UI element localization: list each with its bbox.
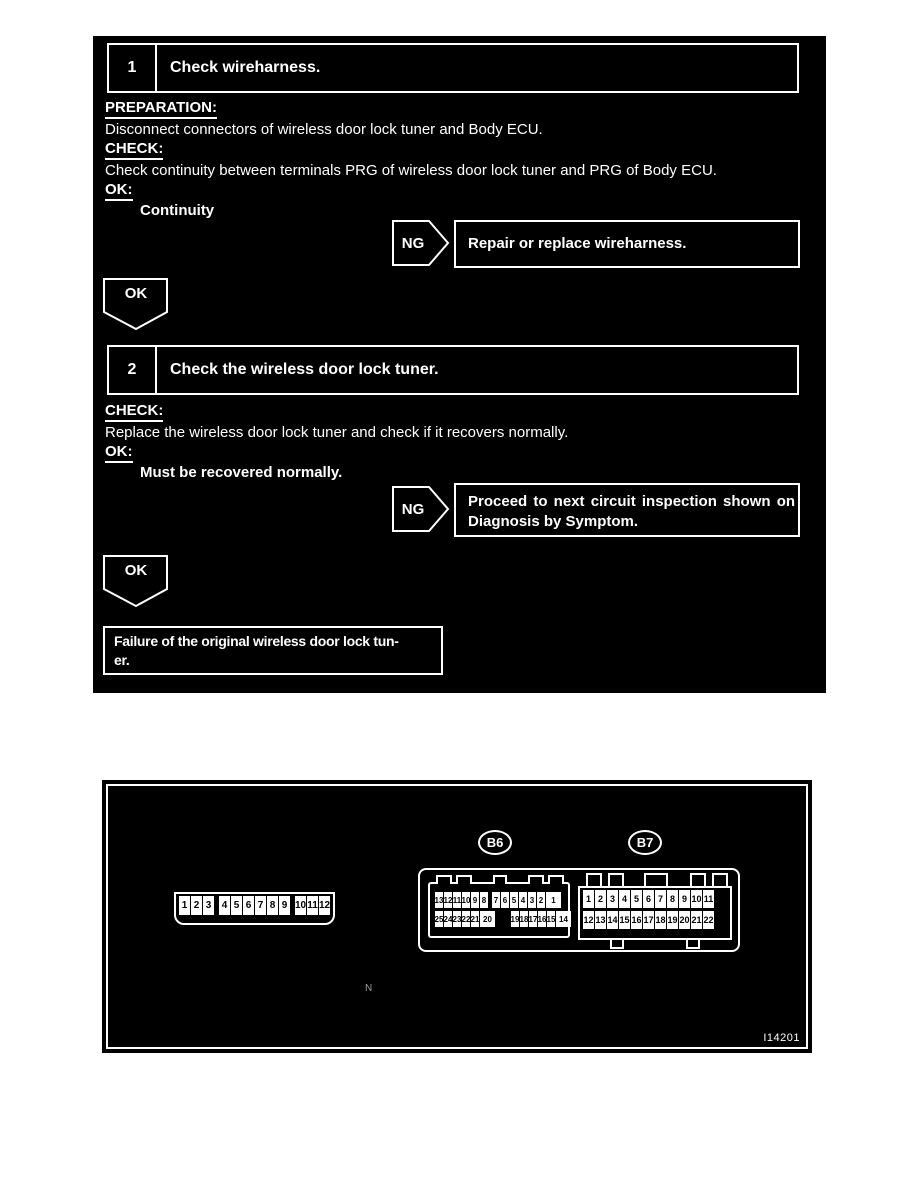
step1-ng-action-text: Repair or replace wireharness. [468,235,687,252]
pin-cell: 11 [307,896,318,915]
step1-ok-text: Continuity [140,202,215,219]
pin-cell: 14 [556,911,571,927]
b7-tab [608,873,624,886]
pin-cell: 6 [643,890,654,908]
connector-b7 [578,886,732,940]
pin-cell: 18 [520,911,528,927]
step1-ok-label: OK: [105,181,133,201]
b7-bottom-tab [610,940,624,949]
pin-cell: 3 [203,896,214,915]
b6-tab [548,875,564,884]
pin-cell: 12 [444,892,452,908]
pin-cell: 2 [595,890,606,908]
b7-tab [712,873,728,886]
pin-cell: 1 [179,896,190,915]
b6-tab [493,875,507,884]
step2-ng-action-box [454,483,800,537]
b7-top-row [583,890,714,908]
flowchart-panel [93,36,826,693]
tuner-connector [174,892,335,925]
step1-check-label: CHECK: [105,140,163,160]
step2-ng-action-line2: Diagnosis by Symptom. [468,513,639,530]
pin-cell: 13 [435,892,443,908]
pin-cell: 11 [703,890,714,908]
connector-diagram-panel [102,780,812,1053]
pin-cell: 13 [595,911,606,929]
pin-group-3 [295,896,330,915]
step1-check-text: Check continuity between terminals PRG of wireless door lock tuner and PRG of Body ECU. [105,162,717,179]
pin-cell: 22 [462,911,470,927]
pin-cell: 4 [619,890,630,908]
pin-cell: 12 [583,911,594,929]
step2-title: Check the wireless door lock tuner. [170,361,439,378]
pin-cell: 9 [471,892,479,908]
step1-title: Check wireharness. [170,59,321,76]
pin-cell: 11 [453,892,461,908]
pin-cell: 19 [667,911,678,929]
step1-number: 1 [109,45,157,91]
pin-cell: 6 [501,892,509,908]
step2-ng-arrow [392,486,450,532]
pin-cell: 9 [679,890,690,908]
step2-ok-label: OK: [105,443,133,463]
pin-cell: 2 [537,892,545,908]
pin-cell: 5 [510,892,518,908]
b6-tab [528,875,544,884]
b6-top-row [435,892,571,908]
pin-cell: 4 [519,892,527,908]
pin-cell: 7 [492,892,500,908]
result-box [103,626,443,675]
pin-cell: 9 [279,896,290,915]
pin-cell: 4 [219,896,230,915]
step2-ok-arrow [103,555,169,608]
pin-cell: 2 [191,896,202,915]
pin-group-1 [179,896,214,915]
b7-bottom-tab [686,940,700,949]
pin-cell: 1 [583,890,594,908]
b6-bottom-row [435,911,571,927]
pin-cell: 18 [655,911,666,929]
pin-cell: 24 [444,911,452,927]
step1-ok-arrow [103,278,169,331]
step2-ok-arrow-label: OK [124,562,148,579]
pin-cell: 15 [547,911,555,927]
pin-cell: 7 [655,890,666,908]
pin-cell: 25 [435,911,443,927]
connector-b6-label: B6 [478,830,512,855]
step2-ng-label: NG [401,500,425,518]
result-line2: er. [114,652,130,668]
step2-ng-action-line1: Proceed to next circuit inspection shown on [468,493,796,510]
pin-cell: 8 [480,892,488,908]
step1-preparation-text: Disconnect connectors of wireless door lock tuner and Body ECU. [105,121,543,138]
pin-cell: 3 [607,890,618,908]
step1-preparation-label: PREPARATION: [105,99,217,119]
step2-ok-text: Must be recovered normally. [140,464,343,481]
b6-tab [436,875,452,884]
step2-check-label: CHECK: [105,402,163,422]
step1-header [107,43,799,93]
b6-tab [456,875,472,884]
pin-cell: 8 [267,896,278,915]
step1-ng-action-box [454,220,800,268]
step1-ok-arrow-label: OK [124,285,148,302]
step2-header [107,345,799,395]
connector-b6 [428,882,570,938]
b7-pin-rows [583,890,714,929]
pin-cell: 17 [643,911,654,929]
pin-cell: 3 [528,892,536,908]
b7-tab [690,873,706,886]
pin-cell: 12 [319,896,330,915]
step1-ng-arrow [392,220,450,266]
b6-pin-rows [435,892,571,927]
pin-cell: 16 [538,911,546,927]
pin-cell: 6 [243,896,254,915]
step1-ng-label: NG [401,234,425,252]
pin-cell: 21 [691,911,702,929]
pin-cell: 10 [295,896,306,915]
stray-mark: N [365,983,373,994]
step2-check-text: Replace the wireless door lock tuner and check if it recovers normally. [105,424,569,441]
step2-number: 2 [109,347,157,393]
pin-cell: 15 [619,911,630,929]
pin-cell: 19 [511,911,519,927]
pin-cell: 8 [667,890,678,908]
pin-cell: 23 [453,911,461,927]
pin-cell: 7 [255,896,266,915]
pin-cell: 10 [691,890,702,908]
b6-bottom-right [511,911,571,927]
connector-b7-label: B7 [628,830,662,855]
b7-bottom-row [583,911,714,929]
pin-cell: 5 [231,896,242,915]
pin-cell: 20 [480,911,495,927]
b6-bottom-left [435,911,495,927]
b7-tab [644,873,668,886]
pin-cell: 22 [703,911,714,929]
pin-cell: 21 [471,911,479,927]
pin-cell: 1 [546,892,561,908]
result-line1: Failure of the original wireless door lock tun- [114,633,399,649]
pin-cell: 17 [529,911,537,927]
pin-group-2 [219,896,290,915]
figure-code: I14201 [763,1032,800,1044]
pin-cell: 5 [631,890,642,908]
b7-tab [586,873,602,886]
ecu-connector-housing [418,868,740,952]
pin-cell: 14 [607,911,618,929]
pin-cell: 10 [462,892,470,908]
pin-cell: 20 [679,911,690,929]
pin-cell: 16 [631,911,642,929]
